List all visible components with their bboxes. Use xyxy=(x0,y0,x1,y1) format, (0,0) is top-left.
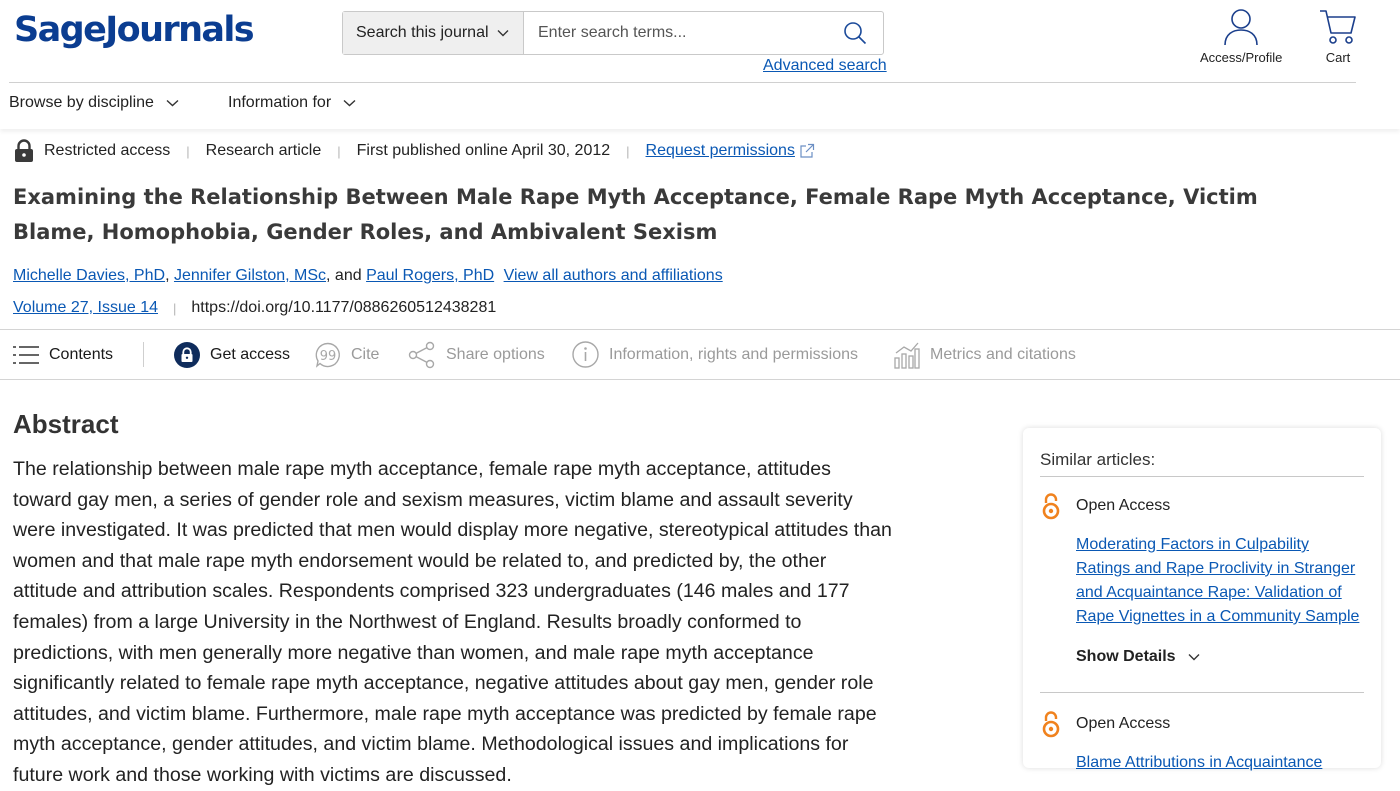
author-link[interactable]: Paul Rogers, PhD xyxy=(366,267,495,284)
access-profile-label: Access/Profile xyxy=(1200,50,1283,65)
main-nav xyxy=(0,83,1400,129)
open-access-icon xyxy=(1040,710,1065,738)
svg-text:99: 99 xyxy=(319,348,337,364)
similar-divider xyxy=(1040,476,1364,477)
share-options-button[interactable] xyxy=(408,330,545,379)
meta-separator: | xyxy=(186,143,190,159)
chevron-down-icon xyxy=(497,29,509,37)
cart-icon xyxy=(1318,8,1358,46)
open-access-label: Open Access xyxy=(1076,715,1171,732)
view-all-authors-link[interactable]: View all authors and affiliations xyxy=(503,267,723,284)
meta-separator: | xyxy=(626,143,630,159)
doi-text: https://doi.org/10.1177/0886260512438281 xyxy=(191,299,497,316)
browse-by-discipline-menu[interactable] xyxy=(9,94,179,112)
request-permissions-label: Request permissions xyxy=(645,142,795,159)
contents-button[interactable] xyxy=(13,330,113,379)
author-link[interactable]: Michelle Davies, PhD xyxy=(13,267,166,284)
browse-label: Browse by discipline xyxy=(9,94,154,111)
similar-article-link[interactable]: Moderating Factors in Culpability Ratings and Rape Proclivity in Stranger and Acquaintance Rape: Validation of Rape Vignettes in a Community Sample xyxy=(1076,536,1360,625)
search-button[interactable] xyxy=(827,12,883,54)
advanced-search-link[interactable]: Advanced search xyxy=(763,57,887,74)
open-access-badge xyxy=(1040,492,1364,520)
metrics-citations-button[interactable] xyxy=(894,330,1076,379)
article-meta-row xyxy=(14,138,815,164)
cart-label: Cart xyxy=(1325,50,1351,65)
similar-articles-panel xyxy=(1023,428,1381,771)
menu-list-icon xyxy=(13,344,39,366)
similar-articles-heading: Similar articles: xyxy=(1040,450,1156,469)
chevron-down-icon xyxy=(166,99,179,107)
metrics-citations-label: Metrics and citations xyxy=(930,345,1076,363)
cite-label: Cite xyxy=(351,345,380,363)
meta-separator: | xyxy=(337,143,341,159)
similar-article-link[interactable]: Blame Attributions in Acquaintance xyxy=(1076,754,1323,771)
publish-date: First published online April 30, 2012 xyxy=(356,142,611,159)
site-header xyxy=(0,0,1400,82)
abstract-text: The relationship between male rape myth acceptance, female rape myth acceptance, attitudes toward gay men, a series of gender role and sexism measures, victim blame and assault severity were investigated. It was predicted that men would display more negative, stereotypical attitudes than women and that male rape myth endorsement would be related to, and predicted by, the other attitude and attribution scales. Respondents comprised 323 undergraduates (146 males and 177 females) from a large University in the Northwest of England. Results broadly conformed to predictions, with men generally more negative than women, and male rape myth acceptance significantly related to female rape myth acceptance, negative attitudes about gay men, gender role attitudes, and victim blame. Furthermore, male rape myth acceptance was predicted by female rape myth acceptance, gender attitudes, and victim blame. Methodological issues and implications for future work and those working with victims are discussed. xyxy=(13,458,892,786)
share-options-label: Share options xyxy=(446,345,545,363)
chevron-down-icon xyxy=(1188,653,1200,661)
access-profile-button[interactable] xyxy=(1200,8,1282,65)
chevron-down-icon xyxy=(343,99,356,107)
author-link[interactable]: Jennifer Gilston, MSc xyxy=(173,267,327,284)
action-divider xyxy=(143,342,144,367)
get-access-button[interactable] xyxy=(174,330,290,379)
abstract-heading: Abstract xyxy=(13,409,119,439)
information-label: Information for xyxy=(228,94,332,111)
search-scope-dropdown[interactable] xyxy=(343,12,524,54)
open-access-label: Open Access xyxy=(1076,497,1171,514)
external-link-icon xyxy=(799,143,815,159)
article-title: Examining the Relationship Between Male Rape Myth Acceptance, Female Rape Myth Acceptance, Victim Blame, Homophobia, Gender Roles, and Ambivalent Sexism xyxy=(13,185,1258,244)
author-separator: , and xyxy=(326,267,362,284)
info-icon xyxy=(572,341,599,368)
lock-icon xyxy=(14,139,34,163)
volume-doi-row xyxy=(13,299,496,317)
search-scope-label: Search this journal xyxy=(356,24,489,41)
volume-issue-link[interactable]: Volume 27, Issue 14 xyxy=(13,299,158,316)
sage-journals-logo[interactable]: SageJournals xyxy=(14,10,254,50)
author-separator: , xyxy=(165,267,170,284)
information-rights-button[interactable] xyxy=(572,330,858,379)
open-access-icon xyxy=(1040,492,1065,520)
show-details-label: Show Details xyxy=(1076,648,1176,665)
search-icon xyxy=(843,21,867,45)
meta-separator: | xyxy=(172,300,177,316)
search-input[interactable] xyxy=(524,12,827,54)
similar-divider xyxy=(1040,692,1364,693)
share-icon xyxy=(408,341,436,369)
user-icon xyxy=(1223,8,1259,46)
article-action-bar xyxy=(0,329,1400,380)
author-list xyxy=(13,267,723,285)
information-for-menu[interactable] xyxy=(228,94,356,112)
access-status: Restricted access xyxy=(44,142,171,159)
open-access-badge xyxy=(1040,710,1364,738)
quote-bubble-icon xyxy=(315,342,341,368)
request-permissions-link[interactable] xyxy=(646,142,795,160)
cart-button[interactable] xyxy=(1318,8,1358,65)
lock-circle-icon xyxy=(174,342,200,368)
article-type: Research article xyxy=(205,142,322,159)
similar-article-item xyxy=(1040,710,1364,775)
get-access-label: Get access xyxy=(210,345,291,363)
search-bar xyxy=(342,11,884,55)
show-details-toggle[interactable] xyxy=(1076,648,1364,666)
bar-chart-icon xyxy=(894,341,920,369)
information-rights-label: Information, rights and permissions xyxy=(609,345,858,363)
similar-article-item xyxy=(1040,492,1364,666)
contents-label: Contents xyxy=(49,345,114,363)
cite-button[interactable] xyxy=(315,330,379,379)
